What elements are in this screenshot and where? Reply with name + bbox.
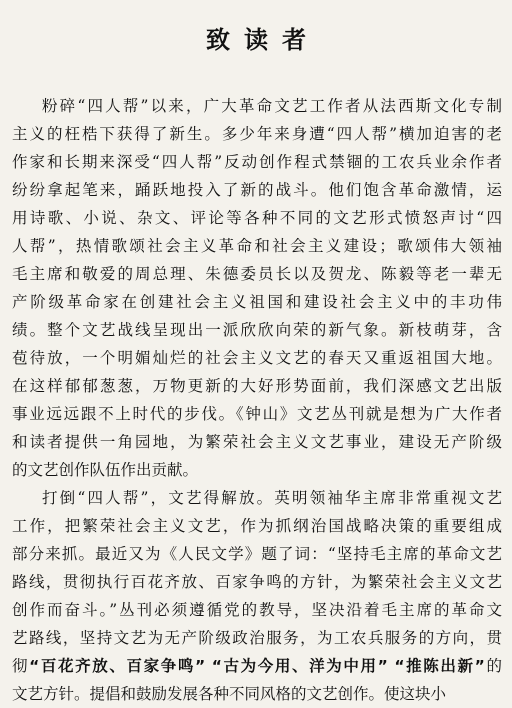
paragraph-1-line-8: 产阶级革命家在创建社会主义祖国和建设社会主义中的丰功伟	[12, 293, 502, 311]
emphasized-slogan: “推陈出新”	[394, 657, 485, 675]
emphasized-slogan: “百花齐放、百家争鸣”	[29, 657, 206, 675]
paragraph-2-line-1: 打倒“四人帮”，文艺得解放。英明领袖华主席非常重视文艺	[42, 489, 502, 507]
paragraph-2-line-8: 文艺方针。提倡和鼓励发展各种不同风格的文艺创作。使这块小	[12, 685, 447, 703]
paragraph-1-line-13: 和读者提供一角园地，为繁荣社会主义文艺事业，建设无产阶级	[12, 433, 502, 451]
paragraph-2-line-2: 工作，把繁荣社会主义文艺，作为抓纲治国战略决策的重要组成	[12, 517, 502, 535]
paragraph-2-line-5: 创作而奋斗。”丛刊必须遵循党的教导，坚决沿着毛主席的革命文	[12, 601, 502, 619]
paragraph-2-line-3: 部分来抓。最近又为《人民文学》题了词：“坚持毛主席的革命文艺	[12, 545, 502, 563]
paragraph-1-line-10: 苞待放，一个明媚灿烂的社会主义文艺的春天又重返祖国大地。	[12, 349, 502, 367]
emphasized-slogan: “古为今用、洋为中用”	[211, 657, 388, 675]
paragraph-1-line-9: 绩。整个文艺战线呈现出一派欣欣向荣的新气象。新枝萌芽，含	[12, 321, 502, 339]
page-title: 致读者	[206, 26, 320, 54]
paragraph-1-line-14: 的文艺创作队伍作出贡献。	[12, 461, 199, 479]
paragraph-1-line-3: 作家和长期来深受“四人帮”反动创作程式禁锢的工农兵业余作者	[12, 153, 502, 171]
paragraph-1-line-12: 事业远远跟不上时代的步伐。《钟山》文艺丛刊就是想为广大作者	[12, 405, 502, 423]
document-body	[12, 92, 502, 708]
paragraph-2-line-7: 彻“百花齐放、百家争鸣” “古为今用、洋为中用” “推陈出新”的	[12, 657, 502, 675]
paragraph-1-line-6: 人帮”，热情歌颂社会主义革命和社会主义建设；歌颂伟大领袖	[12, 237, 502, 255]
paragraph-1-line-11: 在这样郁郁葱葱，万物更新的大好形势面前，我们深感文艺出版	[12, 377, 502, 395]
paragraph-1-line-2: 主义的枉梏下获得了新生。多少年来身遭“四人帮”横加迫害的老	[12, 125, 502, 143]
paragraph-2-line-6: 艺路线，坚持文艺为无产阶级政治服务，为工农兵服务的方向，贯	[12, 629, 502, 647]
paragraph-1-line-5: 用诗歌、小说、杂文、评论等各种不同的文艺形式愤怒声讨“四	[12, 209, 502, 227]
paragraph-1-line-4: 纷纷拿起笔来，踊跃地投入了新的战斗。他们饱含革命激情，运	[12, 181, 502, 199]
paragraph-1-line-1: 粉碎“四人帮”以来，广大革命文艺工作者从法西斯文化专制	[42, 97, 502, 115]
paragraph-1-line-7: 毛主席和敬爱的周总理、朱德委员长以及贺龙、陈毅等老一辈无	[12, 265, 502, 283]
paragraph-2-line-4: 路线，贯彻执行百花齐放、百家争鸣的方针，为繁荣社会主义文艺	[12, 573, 502, 591]
